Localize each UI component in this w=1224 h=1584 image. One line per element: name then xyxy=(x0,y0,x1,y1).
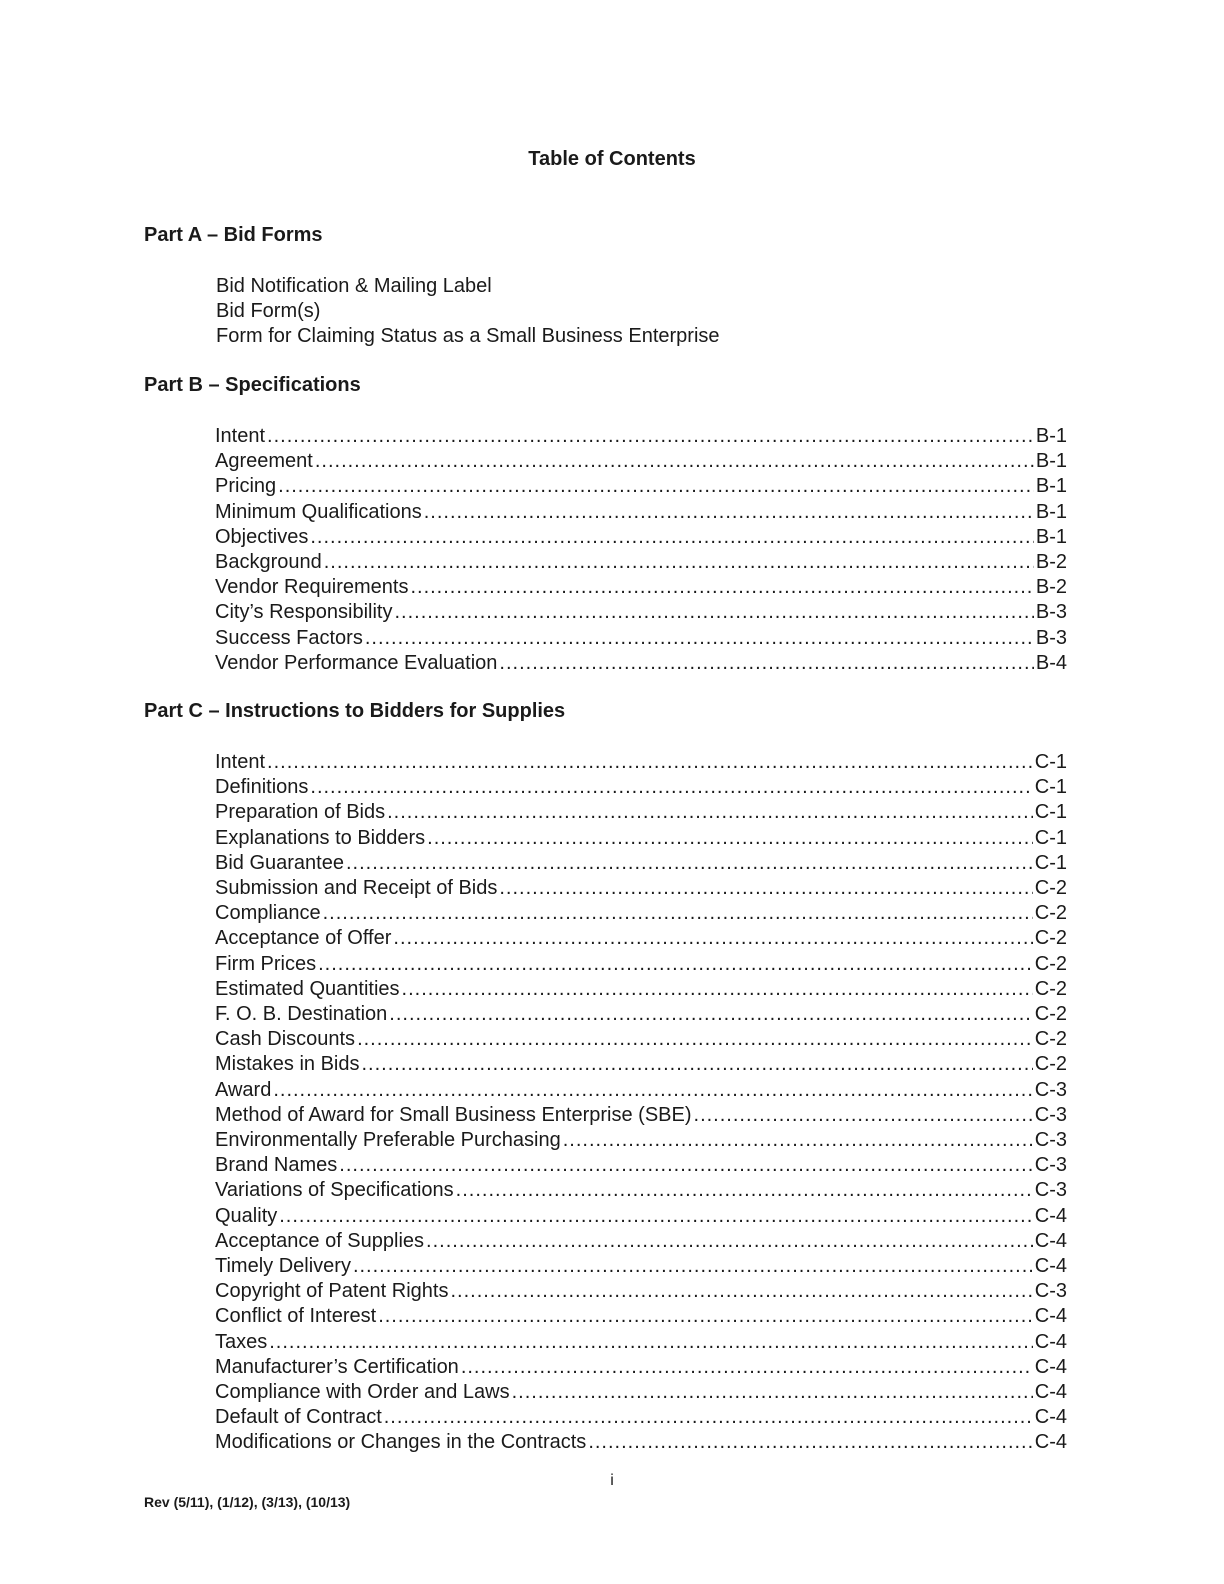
dot-leader xyxy=(456,1178,1033,1203)
toc-entry[interactable] xyxy=(215,901,1067,926)
dot-leader xyxy=(393,926,1032,951)
dot-leader xyxy=(267,424,1034,449)
dot-leader xyxy=(310,775,1032,800)
toc-entry[interactable] xyxy=(215,525,1067,550)
toc-entry-label: Bid Guarantee xyxy=(215,851,344,874)
toc-entry[interactable] xyxy=(215,550,1067,575)
toc-entry-page: C-3 xyxy=(1034,1078,1067,1101)
part-b-toc-list xyxy=(215,424,1067,676)
toc-entry[interactable] xyxy=(215,1103,1067,1128)
toc-entry[interactable] xyxy=(215,1304,1067,1329)
toc-entry-page: B-2 xyxy=(1035,551,1067,574)
toc-entry-label: Minimum Qualifications xyxy=(215,500,422,523)
toc-entry-label: Intent xyxy=(215,425,266,447)
toc-entry-label: Copyright of Patent Rights xyxy=(215,1280,449,1303)
toc-entry[interactable] xyxy=(215,1153,1067,1178)
toc-entry-label: Quality xyxy=(215,1204,278,1227)
dot-leader xyxy=(394,600,1033,625)
toc-entry[interactable] xyxy=(215,775,1067,800)
toc-entry[interactable] xyxy=(215,1254,1067,1279)
toc-entry[interactable] xyxy=(215,1204,1067,1229)
dot-leader xyxy=(499,651,1033,676)
dot-leader xyxy=(694,1103,1033,1128)
toc-entry-label: Timely Delivery xyxy=(215,1255,351,1278)
dot-leader xyxy=(267,750,1033,775)
toc-entry[interactable] xyxy=(215,1002,1067,1027)
dot-leader xyxy=(365,626,1034,651)
toc-entry-page: C-2 xyxy=(1034,1003,1067,1026)
dot-leader xyxy=(387,800,1033,825)
toc-entry-page: C-1 xyxy=(1034,751,1067,773)
toc-entry-label: Variations of Specifications xyxy=(215,1179,454,1202)
toc-entry-label: Objectives xyxy=(215,525,309,548)
toc-entry[interactable] xyxy=(215,926,1067,951)
toc-entry[interactable] xyxy=(215,750,1067,775)
toc-entry-page: B-1 xyxy=(1035,500,1067,523)
part-c-toc-list xyxy=(215,750,1067,1456)
dot-leader xyxy=(339,1153,1032,1178)
toc-entry-label: Compliance with Order and Laws xyxy=(215,1381,510,1404)
toc-entry[interactable] xyxy=(215,1279,1067,1304)
toc-entry-page: C-2 xyxy=(1034,877,1067,900)
toc-entry[interactable] xyxy=(215,449,1067,474)
toc-entry-page: C-2 xyxy=(1034,902,1067,925)
dot-leader xyxy=(426,1229,1033,1254)
toc-entry-page: C-2 xyxy=(1034,1053,1067,1076)
part-a-item: Bid Form(s) xyxy=(216,300,321,322)
dot-leader xyxy=(588,1430,1032,1455)
toc-entry-page: C-4 xyxy=(1034,1381,1067,1404)
toc-entry-label: Default of Contract xyxy=(215,1406,382,1429)
toc-entry[interactable] xyxy=(215,1405,1067,1430)
toc-entry-page: C-4 xyxy=(1034,1431,1067,1454)
toc-entry-page: C-1 xyxy=(1034,851,1067,874)
toc-entry-page: C-4 xyxy=(1034,1330,1067,1353)
toc-entry[interactable] xyxy=(215,1229,1067,1254)
toc-entry-label: Agreement xyxy=(215,450,313,473)
toc-entry-page: B-1 xyxy=(1035,425,1067,447)
dot-leader xyxy=(410,575,1033,600)
toc-entry[interactable] xyxy=(215,651,1067,676)
toc-entry[interactable] xyxy=(215,1330,1067,1355)
toc-entry-page: B-4 xyxy=(1035,651,1067,674)
toc-entry[interactable] xyxy=(215,851,1067,876)
toc-entry[interactable] xyxy=(215,626,1067,651)
toc-entry[interactable] xyxy=(215,575,1067,600)
toc-entry[interactable] xyxy=(215,1355,1067,1380)
dot-leader xyxy=(389,1002,1032,1027)
toc-entry[interactable] xyxy=(215,977,1067,1002)
toc-entry[interactable] xyxy=(215,424,1067,449)
part-a-list xyxy=(216,274,720,349)
revision-note: Rev (5/11), (1/12), (3/13), (10/13) xyxy=(144,1494,351,1510)
toc-entry-page: B-3 xyxy=(1035,626,1067,649)
toc-entry-page: C-1 xyxy=(1034,826,1067,849)
toc-entry-page: C-2 xyxy=(1034,952,1067,975)
toc-entry-label: Acceptance of Supplies xyxy=(215,1229,425,1252)
toc-entry-label: Brand Names xyxy=(215,1154,338,1177)
toc-entry[interactable] xyxy=(215,600,1067,625)
toc-entry-page: C-1 xyxy=(1034,801,1067,824)
toc-entry[interactable] xyxy=(215,826,1067,851)
toc-entry-page: B-1 xyxy=(1035,525,1067,548)
toc-entry-page: C-4 xyxy=(1034,1305,1067,1328)
dot-leader xyxy=(315,449,1034,474)
dot-leader xyxy=(323,901,1033,926)
toc-entry-page: C-4 xyxy=(1034,1229,1067,1252)
toc-entry-label: Definitions xyxy=(215,776,309,799)
toc-entry-page: C-3 xyxy=(1034,1154,1067,1177)
toc-entry-label: Environmentally Preferable Purchasing xyxy=(215,1129,561,1152)
toc-entry[interactable] xyxy=(215,1027,1067,1052)
toc-entry[interactable] xyxy=(215,1078,1067,1103)
page-number: i xyxy=(610,1472,614,1489)
toc-entry-label: Manufacturer’s Certification xyxy=(215,1355,459,1378)
toc-entry-label: Method of Award for Small Business Enterprise (SBE) xyxy=(215,1103,692,1126)
toc-entry-label: Background xyxy=(215,551,322,574)
part-b-heading: Part B – Specifications xyxy=(144,374,361,396)
toc-entry-page: C-4 xyxy=(1034,1204,1067,1227)
toc-entry-page: C-3 xyxy=(1034,1129,1067,1152)
dot-leader xyxy=(346,851,1033,876)
toc-entry-page: B-1 xyxy=(1035,450,1067,473)
dot-leader xyxy=(424,500,1034,525)
toc-entry-label: Preparation of Bids xyxy=(215,801,386,824)
dot-leader xyxy=(310,525,1034,550)
part-a-item: Bid Notification & Mailing Label xyxy=(216,275,492,297)
toc-entry[interactable] xyxy=(215,1128,1067,1153)
dot-leader xyxy=(450,1279,1032,1304)
toc-entry-page: C-2 xyxy=(1034,977,1067,1000)
toc-entry[interactable] xyxy=(215,1052,1067,1077)
toc-entry-label: Award xyxy=(215,1078,272,1101)
toc-entry-label: Mistakes in Bids xyxy=(215,1053,360,1076)
toc-entry-page: C-2 xyxy=(1034,927,1067,950)
toc-entry-page: C-3 xyxy=(1034,1179,1067,1202)
dot-leader xyxy=(512,1380,1033,1405)
toc-entry[interactable] xyxy=(215,474,1067,499)
toc-entry-label: Firm Prices xyxy=(215,952,317,975)
toc-entry-label: Compliance xyxy=(215,902,321,925)
toc-entry-page: C-4 xyxy=(1034,1255,1067,1278)
toc-entry-label: Vendor Requirements xyxy=(215,576,409,599)
toc-entry-label: Cash Discounts xyxy=(215,1028,356,1051)
toc-entry[interactable] xyxy=(215,800,1067,825)
toc-entry-label: F. O. B. Destination xyxy=(215,1003,388,1026)
dot-leader xyxy=(362,1052,1033,1077)
toc-entry-label: Submission and Receipt of Bids xyxy=(215,877,498,900)
toc-entry-label: Taxes xyxy=(215,1330,268,1353)
dot-leader xyxy=(499,876,1032,901)
toc-entry-label: City’s Responsibility xyxy=(215,601,393,624)
toc-entry-page: B-2 xyxy=(1035,576,1067,599)
dot-leader xyxy=(357,1027,1033,1052)
toc-entry-label: Explanations to Bidders xyxy=(215,826,426,849)
toc-entry-label: Intent xyxy=(215,751,266,773)
toc-entry-label: Estimated Quantities xyxy=(215,977,400,1000)
toc-entry[interactable] xyxy=(215,1430,1067,1455)
toc-entry[interactable] xyxy=(215,1380,1067,1405)
dot-leader xyxy=(427,826,1033,851)
toc-entry[interactable] xyxy=(215,876,1067,901)
dot-leader xyxy=(378,1304,1033,1329)
toc-entry[interactable] xyxy=(215,1178,1067,1203)
part-c-heading: Part C – Instructions to Bidders for Supplies xyxy=(144,700,566,722)
dot-leader xyxy=(318,952,1033,977)
toc-entry[interactable] xyxy=(215,952,1067,977)
dot-leader xyxy=(279,1204,1033,1229)
dot-leader xyxy=(461,1355,1033,1380)
dot-leader xyxy=(402,977,1033,1002)
toc-entry-label: Acceptance of Offer xyxy=(215,927,392,950)
toc-entry-page: C-4 xyxy=(1034,1406,1067,1429)
part-a-item: Form for Claiming Status as a Small Business Enterprise xyxy=(216,325,720,347)
toc-entry-label: Conflict of Interest xyxy=(215,1305,377,1328)
page-title: Table of Contents xyxy=(528,148,696,170)
dot-leader xyxy=(563,1128,1033,1153)
dot-leader xyxy=(269,1330,1033,1355)
part-a-heading: Part A – Bid Forms xyxy=(144,224,323,246)
toc-entry-label: Modifications or Changes in the Contracts xyxy=(215,1431,587,1454)
toc-entry[interactable] xyxy=(215,500,1067,525)
toc-entry-page: B-1 xyxy=(1035,475,1067,498)
toc-entry-label: Pricing xyxy=(215,475,277,498)
dot-leader xyxy=(353,1254,1033,1279)
toc-entry-page: C-4 xyxy=(1034,1355,1067,1378)
toc-entry-page: C-2 xyxy=(1034,1028,1067,1051)
dot-leader xyxy=(273,1078,1032,1103)
toc-entry-label: Success Factors xyxy=(215,626,363,649)
toc-entry-page: C-1 xyxy=(1034,776,1067,799)
dot-leader xyxy=(324,550,1034,575)
toc-entry-page: B-3 xyxy=(1035,601,1067,624)
toc-entry-page: C-3 xyxy=(1034,1280,1067,1303)
toc-entry-label: Vendor Performance Evaluation xyxy=(215,651,498,674)
dot-leader xyxy=(384,1405,1033,1430)
toc-entry-page: C-3 xyxy=(1034,1103,1067,1126)
dot-leader xyxy=(278,474,1034,499)
